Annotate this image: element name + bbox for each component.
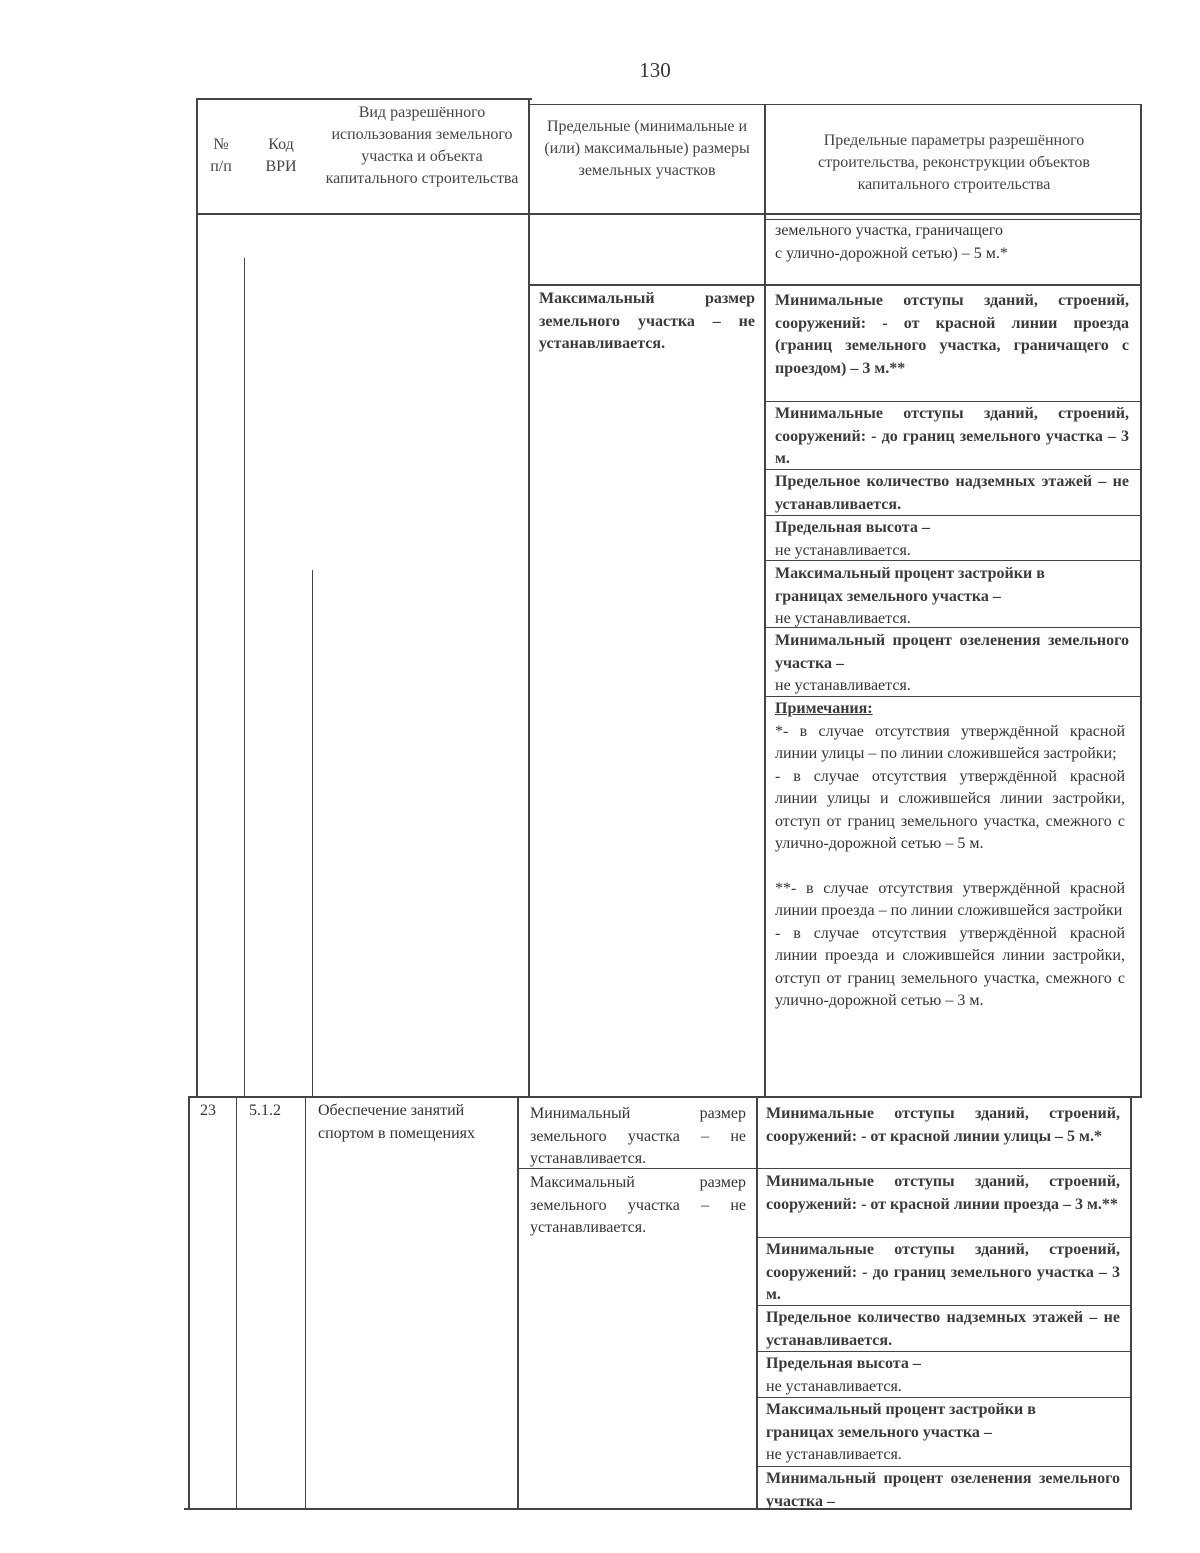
row23-param-6-title: Максимальный процент застройки в границах земельного участка – <box>766 1401 1036 1441</box>
page-number: 130 <box>639 58 671 82</box>
header-build-params: Предельные параметры разрешённого строительства, реконструкции объектов капитального строительства <box>818 132 1090 193</box>
row23-param-1 <box>766 1103 1120 1148</box>
row23-param-1-title: Минимальные отступы зданий, строений, сооружений: <box>766 1105 1120 1145</box>
prev-param-1-title: Минимальные отступы зданий, строений, сооружений: <box>775 292 1129 332</box>
row23-use-type: Обеспечение занятий спортом в помещениях <box>318 1102 475 1142</box>
row23-param-4-text: Предельное количество надземных этажей – не устанавливается. <box>766 1309 1120 1349</box>
prev-param-4-title: Предельная высота – <box>775 519 930 536</box>
row23-param-2-title: Минимальные отступы зданий, строений, сооружений: <box>766 1173 1120 1213</box>
prev-param-2-body: - до границ земельного участка – 3 м. <box>775 427 1130 467</box>
prev-param-5 <box>775 563 1129 631</box>
prev-param-1 <box>775 290 1129 380</box>
cont-text-1: земельного участка, граничащего <box>775 222 1004 239</box>
prev-param-1-body: - от красной линии проезда (границ земельного участка, граничащего с проездом) – 3 м.** <box>775 314 1130 377</box>
row23-param-7 <box>766 1468 1120 1513</box>
prev-param-3 <box>775 471 1129 516</box>
note-4: - в случае отсутствия утверждённой красной линии проезда и сложившейся линии застройки, отступ от границ земельного участка, смежного с улично-дорожной сетью – 3 м. <box>775 924 1125 1009</box>
prev-max-size-text: Максимальный размер земельного участка – не устанавливается. <box>539 290 755 352</box>
prev-param-6 <box>775 630 1129 698</box>
row23-param-3-title: Минимальные отступы зданий, строений, сооружений: <box>766 1241 1120 1281</box>
header-code: Код ВРИ <box>265 136 297 175</box>
row23-param-3-body: - до границ земельного участка – 3 м. <box>766 1263 1121 1303</box>
prev-param-5-body: не устанавливается. <box>775 610 911 627</box>
row23-param-5-body: не устанавливается. <box>766 1377 902 1395</box>
prev-param-2-title: Минимальные отступы зданий, строений, сооружений: <box>775 405 1129 445</box>
row23-param-7-text: Минимальный процент озеленения земельного участка – <box>766 1470 1120 1510</box>
row23-param-6-body: не устанавливается. <box>766 1446 902 1463</box>
note-3: **- в случае отсутствия утверждённой красной линии проезда – по линии сложившейся застройки <box>775 879 1125 919</box>
row23-param-6 <box>766 1399 1120 1467</box>
row23-max-size: Максимальный размер земельного участка – не устанавливается. <box>530 1174 746 1236</box>
prev-param-2 <box>775 403 1129 471</box>
row23-num: 23 <box>200 1102 216 1119</box>
prev-param-4-body: не устанавливается. <box>775 541 911 559</box>
note-2: - в случае отсутствия утверждённой красной линии улицы и сложившейся линии застройки, отступ от границ земельного участка, смежного с улично-дорожной сетью – 5 м. <box>775 767 1125 852</box>
header-use-type: Вид разрешённого использования земельного участка и объекта капитального строительства <box>325 104 519 187</box>
prev-notes <box>775 698 1125 1013</box>
header-land-sizes: Предельные (минимальные и (или) максимальные) размеры земельных участков <box>544 118 750 179</box>
cont-text-2: с улично-дорожной сетью) – 5 м.* <box>775 245 1008 262</box>
row23-param-2-body: - от красной линии проезда – 3 м.** <box>861 1195 1118 1213</box>
row23-param-5 <box>766 1353 1120 1398</box>
notes-title: Примечания: <box>775 700 873 717</box>
prev-param-6-body: не устанавливается. <box>775 677 911 694</box>
note-1: *- в случае отсутствия утверждённой красной линии улицы – по линии сложившейся застройки; <box>775 722 1125 762</box>
row23-param-5-title: Предельная высота – <box>766 1355 921 1372</box>
row23-param-1-body: - от красной линии улицы – 5 м.* <box>861 1127 1102 1145</box>
prev-max-size <box>539 288 755 356</box>
row23-code: 5.1.2 <box>249 1102 281 1119</box>
prev-param-3-text: Предельное количество надземных этажей – не устанавливается. <box>775 473 1129 513</box>
header-num: № п/п <box>210 136 232 175</box>
row23-param-4 <box>766 1307 1120 1352</box>
prev-param-5-title: Максимальный процент застройки в границах земельного участка – <box>775 565 1045 605</box>
prev-param-4 <box>775 517 1129 562</box>
row23-param-3 <box>766 1239 1120 1307</box>
prev-param-6-title: Минимальный процент озеленения земельного участка – <box>775 632 1129 672</box>
row23-param-2 <box>766 1171 1120 1216</box>
row23-min-size: Минимальный размер земельного участка – не устанавливается. <box>530 1105 746 1167</box>
